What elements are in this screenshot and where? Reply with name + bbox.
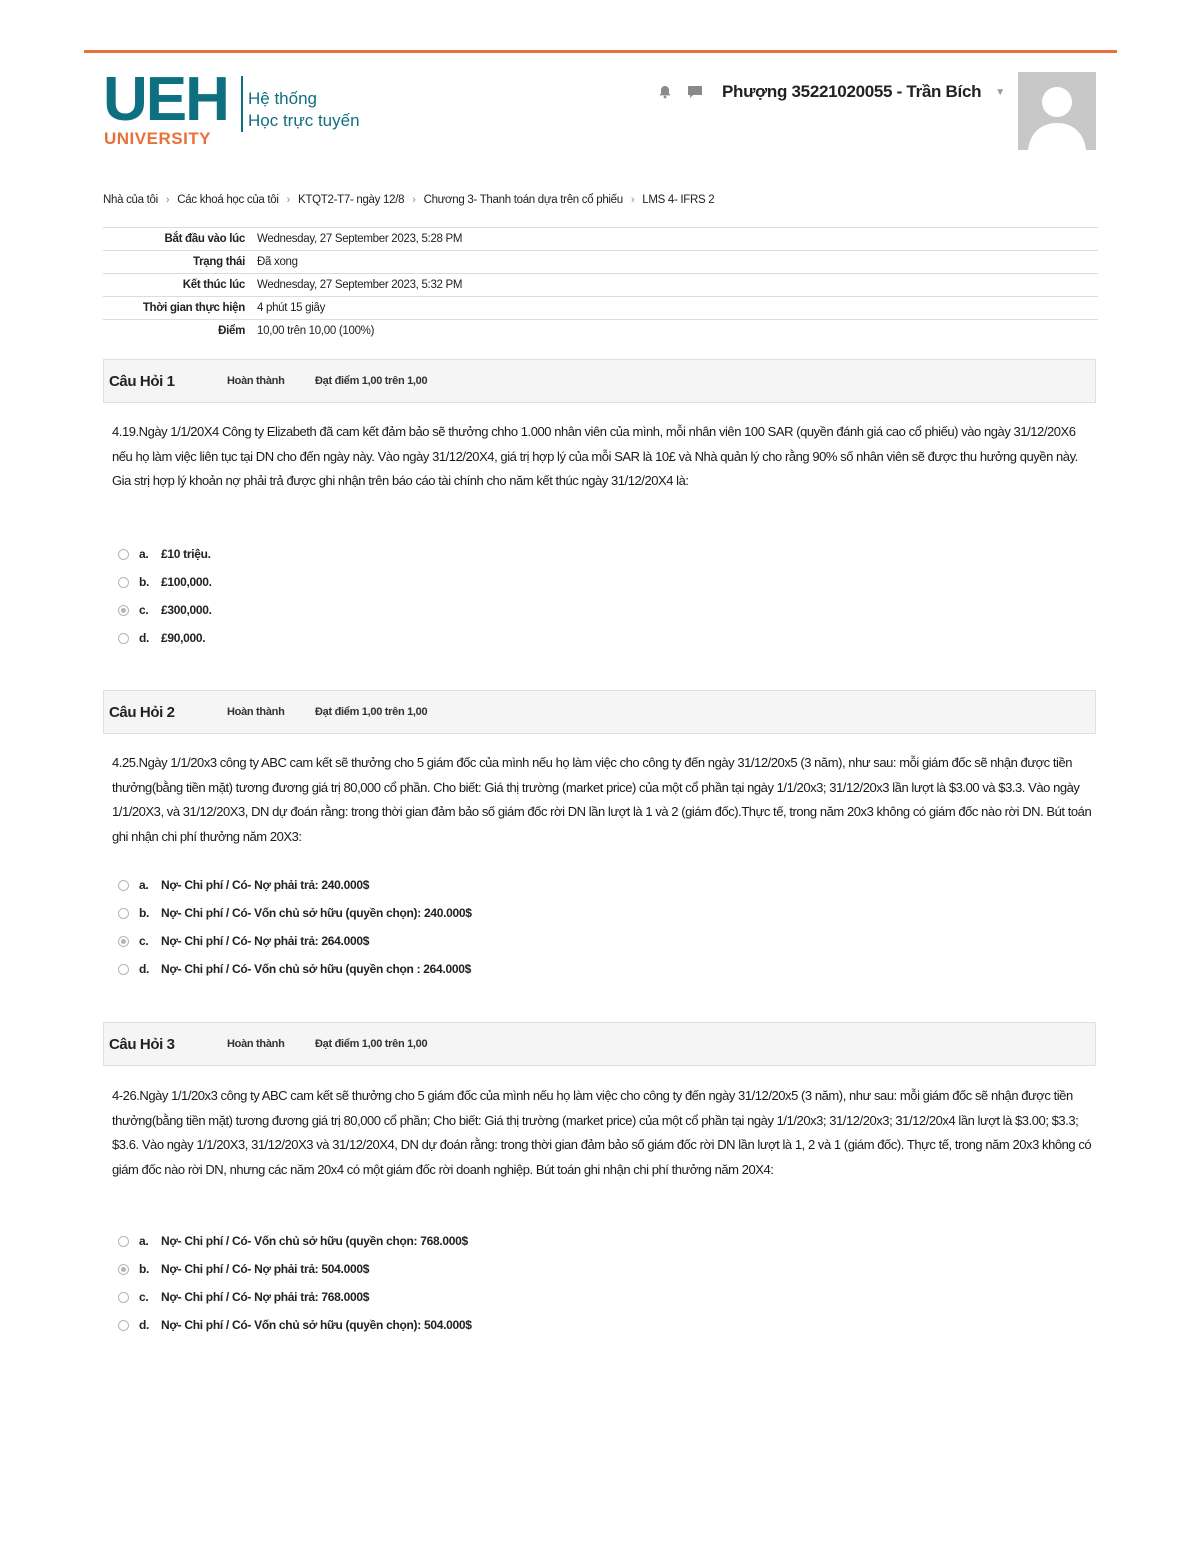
summary-value: 10,00 trên 10,00 (100%) <box>257 325 375 337</box>
logo-university-text: UNIVERSITY <box>104 129 212 148</box>
answer-option[interactable] <box>118 1255 472 1283</box>
breadcrumb-chapter[interactable]: Chương 3- Thanh toán dựa trên cổ phiếu <box>423 194 623 206</box>
top-accent-line <box>84 50 1117 53</box>
radio-button[interactable] <box>118 908 129 919</box>
user-avatar[interactable] <box>1018 72 1096 150</box>
question-state: Hoàn thành <box>227 706 285 718</box>
radio-button[interactable] <box>118 1292 129 1303</box>
summary-row-grade <box>103 320 1098 342</box>
breadcrumb-separator-icon: › <box>286 194 291 206</box>
summary-label: Thời gian thực hiện <box>142 302 245 314</box>
question-3-text: 4-26.Ngày 1/1/20x3 công ty ABC cam kết sẽ thưởng cho 5 giám đốc của mình nếu họ làm việc cho công ty đến ngày 31/12/20x5 (3 năm), như sau: mỗi giám đốc sẽ nhận được tiền thưởng(bằng tiền mặt) tương đương giá trị 80,000 cổ phần; Cho biết: Giá thị trường (market price) của một cổ phần tại ngày 1/1/20x3; 31/12/20x3; 31/12/20x4 lần lượt là $3.00; $3.3; $3.6. Vào ngày 1/1/20X3, 31/12/20X3 và 31/12/20X4, DN dự đoán rằng: trong thời gian đảm bảo số giám đốc rời DN lần lượt là 1, 2 và 1 (giám đốc). Thực tế, trong năm 20x3 không có giám đốc nào rời DN, nhưng các năm 20x4 có một giám đốc rời doanh nghiệp. Bút toán ghi nhận chi phí thưởng năm 20X4: <box>112 1088 1092 1177</box>
answer-number: a. <box>139 1234 149 1248</box>
breadcrumb-quiz[interactable]: LMS 4- IFRS 2 <box>642 194 715 206</box>
answer-number: c. <box>139 603 149 617</box>
summary-label: Điểm <box>218 325 245 337</box>
user-name[interactable]: Phượng 35221020055 - Trần Bích <box>722 82 982 101</box>
summary-value: Wednesday, 27 September 2023, 5:28 PM <box>257 233 463 245</box>
answer-text: Nợ- Chi phí / Có- Nợ phải trả: 264.000$ <box>161 934 370 948</box>
summary-row-time-taken <box>103 297 1098 320</box>
question-2-answers <box>118 871 472 983</box>
summary-label: Bắt đầu vào lúc <box>164 233 245 245</box>
answer-option[interactable] <box>118 1283 472 1311</box>
question-1-header <box>103 359 1096 403</box>
site-logo[interactable] <box>103 65 403 152</box>
question-state: Hoàn thành <box>227 375 285 387</box>
dropdown-caret-icon[interactable]: ▼ <box>995 86 1006 98</box>
breadcrumb-separator-icon: › <box>412 194 416 206</box>
radio-button-selected[interactable] <box>118 936 129 947</box>
summary-label: Trạng thái <box>193 256 245 268</box>
breadcrumb-home[interactable]: Nhà của tôi <box>103 194 158 206</box>
radio-button[interactable] <box>118 880 129 891</box>
answer-option[interactable] <box>118 871 472 899</box>
summary-row-state <box>103 251 1098 274</box>
radio-button[interactable] <box>118 964 129 975</box>
answer-text: Nợ- Chi phí / Có- Vốn chủ sở hữu (quyền chọn : 264.000$ <box>161 962 471 976</box>
answer-option[interactable] <box>118 1311 472 1339</box>
question-title: Câu Hỏi 1 <box>109 372 175 390</box>
logo-system-line2: Học trực tuyến <box>248 111 360 130</box>
question-1-text: 4.19.Ngày 1/1/20X4 Công ty Elizabeth đã cam kết đảm bảo sẽ thưởng chho 1.000 nhân viên của mình, mỗi nhân viên 100 SAR (quyền đánh giá cao cổ phiếu) vào ngày 31/12/20X6 nếu họ làm việc liên tục tại DN cho đến ngày này. Vào ngày 31/12/20X4, giá trị hợp lý của mỗi SAR là 10£ và Nhà quản lý cho rằng 90% số nhân viên sẽ được thu hưởng quyền này. Gia strị hợp lý khoản nợ phải trả được ghi nhận trên báo cáo tài chính cho năm kết thúc ngày 31/12/20X4 là: <box>112 424 1078 488</box>
question-title: Câu Hỏi 2 <box>109 703 175 721</box>
question-2-header <box>103 690 1096 734</box>
summary-label: Kết thúc lúc <box>182 279 245 291</box>
answer-text: £10 triệu. <box>161 547 211 561</box>
breadcrumb-course[interactable]: KTQT2-T7- ngày 12/8 <box>298 194 405 206</box>
answer-option[interactable] <box>118 955 472 983</box>
radio-button[interactable] <box>118 633 129 644</box>
answer-number: b. <box>139 906 150 920</box>
radio-button[interactable] <box>118 1320 129 1331</box>
question-grade: Đạt điểm 1,00 trên 1,00 <box>315 1038 428 1050</box>
answer-number: b. <box>139 575 150 589</box>
radio-button[interactable] <box>118 1236 129 1247</box>
answer-option[interactable] <box>118 899 472 927</box>
answer-text: Nợ- Chi phí / Có- Vốn chủ sở hữu (quyền chọn: 768.000$ <box>161 1234 468 1248</box>
radio-button[interactable] <box>118 577 129 588</box>
answer-option[interactable] <box>118 927 472 955</box>
logo-system-name <box>248 88 360 132</box>
answer-number: a. <box>139 878 149 892</box>
summary-row-started <box>103 228 1098 251</box>
radio-button[interactable] <box>118 549 129 560</box>
question-title: Câu Hỏi 3 <box>109 1035 175 1053</box>
question-grade: Đạt điểm 1,00 trên 1,00 <box>315 375 428 387</box>
answer-number: c. <box>139 1290 149 1304</box>
breadcrumb-my-courses[interactable]: Các khoá học của tôi <box>177 194 279 206</box>
breadcrumb-separator-icon: › <box>165 194 170 206</box>
answer-number: d. <box>139 631 150 645</box>
answer-text: Nợ- Chi phí / Có- Nợ phải trả: 504.000$ <box>161 1262 370 1276</box>
answer-number: d. <box>139 1318 150 1332</box>
answer-text: £300,000. <box>161 603 212 617</box>
answer-text: Nợ- Chi phí / Có- Nợ phải trả: 768.000$ <box>161 1290 370 1304</box>
question-3-header <box>103 1022 1096 1066</box>
radio-button-selected[interactable] <box>118 1264 129 1275</box>
question-grade: Đạt điểm 1,00 trên 1,00 <box>315 706 428 718</box>
logo-divider <box>241 76 243 132</box>
logo-ueh-text: UEH <box>103 65 228 134</box>
default-user-icon <box>1018 72 1096 150</box>
summary-value: 4 phút 15 giây <box>257 302 326 314</box>
attempt-summary-table <box>103 227 1098 342</box>
summary-value: Wednesday, 27 September 2023, 5:32 PM <box>257 279 463 291</box>
answer-number: a. <box>139 547 149 561</box>
radio-button-selected[interactable] <box>118 605 129 616</box>
user-menu-bar <box>656 80 1005 104</box>
question-state: Hoàn thành <box>227 1038 285 1050</box>
summary-row-completed <box>103 274 1098 297</box>
answer-option[interactable] <box>118 624 212 652</box>
breadcrumb-separator-icon: › <box>630 194 635 206</box>
question-1-answers <box>118 540 212 652</box>
breadcrumb <box>103 192 714 208</box>
answer-text: Nợ- Chi phí / Có- Vốn chủ sở hữu (quyền chọn): 504.000$ <box>161 1318 472 1332</box>
answer-text: £90,000. <box>161 631 206 645</box>
answer-text: Nợ- Chi phí / Có- Vốn chủ sở hữu (quyền chọn): 240.000$ <box>161 906 472 920</box>
question-3-answers <box>118 1227 472 1339</box>
summary-value: Đã xong <box>257 256 298 268</box>
message-icon[interactable] <box>686 83 704 101</box>
answer-option[interactable] <box>118 568 212 596</box>
answer-option[interactable] <box>118 540 212 568</box>
answer-number: d. <box>139 962 150 976</box>
notification-bell-icon[interactable] <box>656 83 674 101</box>
answer-text: Nợ- Chi phí / Có- Nợ phải trả: 240.000$ <box>161 878 370 892</box>
answer-option[interactable] <box>118 1227 472 1255</box>
answer-number: b. <box>139 1262 150 1276</box>
answer-text: £100,000. <box>161 575 212 589</box>
answer-option[interactable] <box>118 596 212 624</box>
answer-number: c. <box>139 934 149 948</box>
logo-system-line1: Hệ thống <box>248 89 317 108</box>
question-2-text: 4.25.Ngày 1/1/20x3 công ty ABC cam kết sẽ thưởng cho 5 giám đốc của mình nếu họ làm việc cho công ty đến ngày 31/12/20x5 (3 năm), như sau: mỗi giám đốc sẽ nhận được tiền thưởng(bằng tiền mặt) tương đương giá trị 80,000 cổ phần. Cho biết: Giá thị trường (market price) của một cổ phần tại ngày 1/1/20x3; 31/12/20x3 lần lượt là $3.00 và $3.3. Vào ngày 1/1/20X3, và 31/12/20X3, DN dự đoán rằng: trong thời gian đảm bảo số giám đốc rời DN lần lượt là 1 và 2 (giám đốc).Thực tế, trong năm 20x3 không có giám đốc nào rời DN. Bút toán ghi nhận chi phí thưởng năm 20X3: <box>112 755 1092 844</box>
